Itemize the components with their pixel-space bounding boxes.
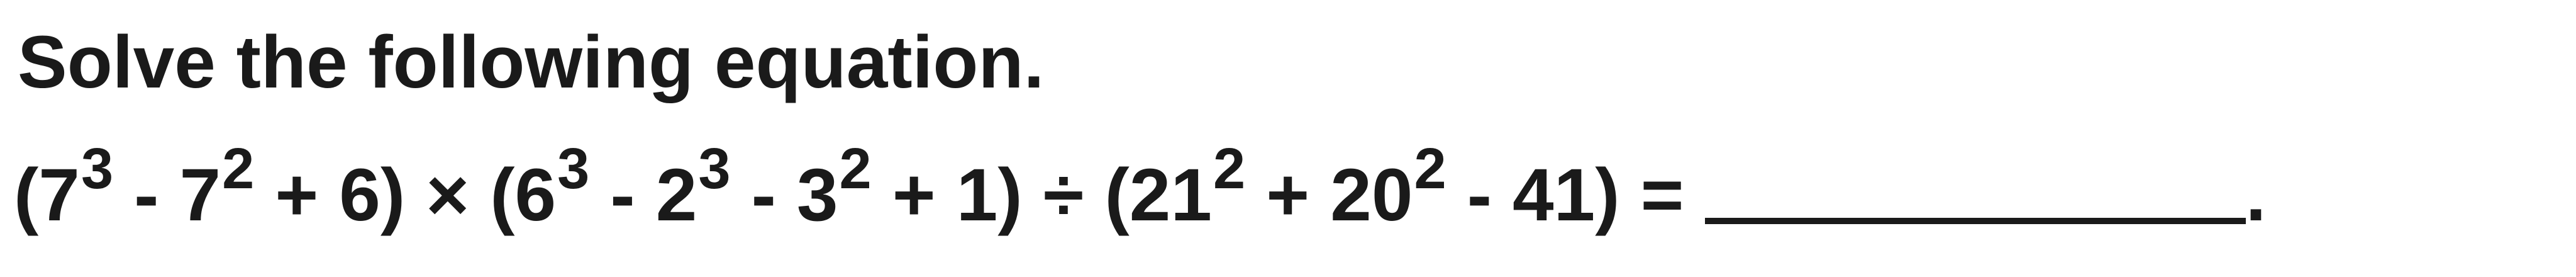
plus-operator: +: [892, 153, 936, 237]
minus-operator: -: [610, 153, 635, 237]
plus-operator: +: [1266, 153, 1310, 237]
answer-underline: [1705, 218, 2246, 224]
close-paren: ): [380, 153, 406, 237]
term-base: 2: [655, 153, 697, 237]
term-base: 21: [1129, 153, 1213, 237]
term-value: 1: [956, 153, 998, 237]
term-exponent: 2: [839, 136, 872, 201]
equals-sign: =: [1640, 153, 1684, 237]
instruction-title: Solve the following equation.: [18, 21, 1045, 104]
open-paren: (: [1104, 153, 1130, 237]
term-exponent: 3: [80, 136, 114, 201]
term-base: 7: [38, 153, 80, 237]
answer-blank[interactable]: [1705, 146, 2246, 220]
divide-operator: ÷: [1043, 153, 1084, 237]
open-paren: (: [14, 153, 39, 237]
term-exponent: 3: [557, 136, 590, 201]
term-exponent: 2: [1414, 136, 1446, 201]
close-paren: ): [997, 153, 1023, 237]
minus-operator: -: [1467, 153, 1492, 237]
multiply-operator: ×: [426, 153, 470, 237]
term-base: 7: [179, 153, 221, 237]
minus-operator: -: [134, 153, 159, 237]
term-exponent: 3: [698, 136, 731, 201]
term-exponent: 2: [222, 136, 255, 201]
period: .: [2245, 153, 2267, 237]
term-value: 6: [339, 153, 380, 237]
plus-operator: +: [275, 153, 319, 237]
equation: [14, 136, 2267, 237]
term-exponent: 2: [1213, 136, 1246, 201]
term-base: 6: [514, 153, 557, 237]
minus-operator: -: [751, 153, 776, 237]
term-value: 41: [1513, 153, 1596, 237]
term-base: 3: [796, 153, 838, 237]
close-paren: ): [1595, 153, 1620, 237]
open-paren: (: [490, 153, 515, 237]
term-base: 20: [1330, 153, 1413, 237]
